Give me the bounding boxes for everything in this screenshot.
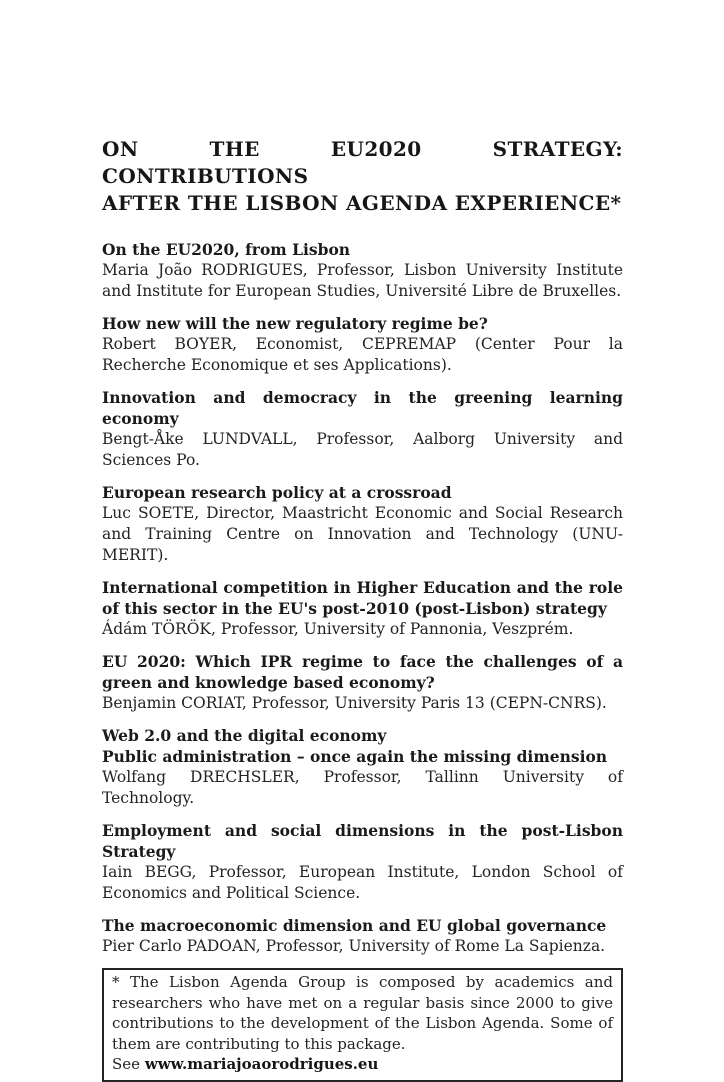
entry-heading	[102, 482, 623, 503]
entry-heading	[102, 915, 623, 936]
entry-heading	[102, 820, 623, 862]
contribution-entry	[102, 651, 623, 714]
contribution-entry	[102, 577, 623, 640]
contributions-list	[102, 239, 623, 957]
footnote-url: www.mariajoaorodrigues.eu	[144, 1055, 379, 1073]
entry-byline: Ádám TÖRÖK, Professor, University of Pannonia, Veszprém.	[102, 620, 574, 638]
entry-byline: Luc SOETE, Director, Maastricht Economic and Social Research and Training Centre on Innovation and Technology (UNU-MERIT).	[102, 504, 623, 564]
contribution-entry	[102, 820, 623, 904]
page-title	[102, 136, 623, 217]
entry-heading-line: Public administration – once again the missing dimension	[102, 747, 608, 766]
page-title-line-2: AFTER THE LISBON AGENDA EXPERIENCE*	[102, 191, 622, 215]
entry-byline: Benjamin CORIAT, Professor, University Paris 13 (CEPN-CNRS).	[102, 694, 607, 712]
contribution-entry	[102, 725, 623, 809]
entry-heading	[102, 313, 623, 334]
contribution-entry	[102, 387, 623, 471]
contribution-entry	[102, 239, 623, 302]
contribution-entry	[102, 915, 623, 957]
footnote-see-line	[112, 1054, 613, 1075]
entry-heading-line: On the EU2020, from Lisbon	[102, 240, 351, 259]
document-page	[102, 136, 623, 1082]
entry-heading	[102, 725, 623, 767]
entry-byline: Wolfang DRECHSLER, Professor, Tallinn University of Technology.	[102, 768, 623, 807]
entry-heading	[102, 577, 623, 619]
footnote-box	[102, 968, 623, 1082]
entry-byline: Pier Carlo PADOAN, Professor, University of Rome La Sapienza.	[102, 937, 606, 955]
contribution-entry	[102, 482, 623, 566]
page-title-line-1: ON THE EU2020 STRATEGY: CONTRIBUTIONS	[102, 137, 623, 188]
entry-heading-line: Web 2.0 and the digital economy	[102, 726, 387, 745]
entry-heading-line: How new will the new regulatory regime be?	[102, 314, 488, 333]
entry-byline: Iain BEGG, Professor, European Institute, London School of Economics and Political Science.	[102, 863, 623, 902]
entry-heading	[102, 239, 623, 260]
entry-byline: Robert BOYER, Economist, CEPREMAP (Center Pour la Recherche Economique et ses Applications).	[102, 335, 623, 374]
entry-byline: Bengt-Åke LUNDVALL, Professor, Aalborg University and Sciences Po.	[102, 430, 623, 469]
entry-heading-line: Innovation and democracy in the greening learning economy	[102, 388, 623, 428]
footnote-see-prefix: See	[112, 1055, 145, 1073]
entry-heading-line: Employment and social dimensions in the post-Lisbon Strategy	[102, 821, 623, 861]
entry-heading	[102, 387, 623, 429]
entry-heading-line: The macroeconomic dimension and EU global governance	[102, 916, 607, 935]
entry-heading-line: European research policy at a crossroad	[102, 483, 452, 502]
entry-byline: Maria João RODRIGUES, Professor, Lisbon University Institute and Institute for European Studies, Université Libre de Bruxelles.	[102, 261, 623, 300]
entry-heading	[102, 651, 623, 693]
footnote-text: * The Lisbon Agenda Group is composed by academics and researchers who have met on a regular basis since 2000 to give contributions to the development of the Lisbon Agenda. Some of them are contributing to this package.	[112, 973, 613, 1053]
entry-heading-line: EU 2020: Which IPR regime to face the challenges of a green and knowledge based economy?	[102, 652, 623, 692]
entry-heading-line: International competition in Higher Education and the role of this sector in the EU's post-2010 (post-Lisbon) strategy	[102, 578, 623, 618]
contribution-entry	[102, 313, 623, 376]
